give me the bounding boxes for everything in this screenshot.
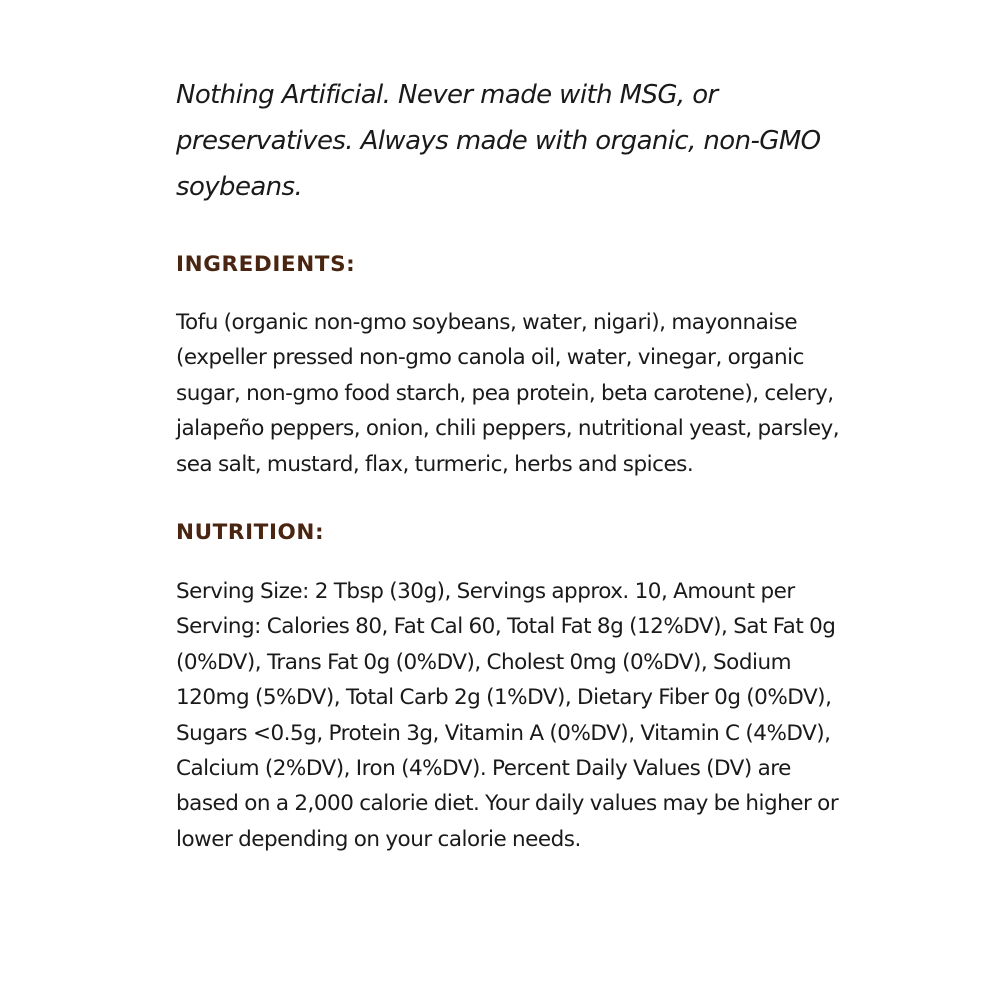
nutrition-text: Serving Size: 2 Tbsp (30g), Servings approx. 10, Amount per Serving: Calories 80, Fat Cal 60, Total Fat 8g (12%DV), Sat Fat 0g (0%DV), Trans Fat 0g (0%DV), Cholest 0mg (0%DV), Sodium 120mg (5%DV), Total Carb 2g (1%DV), Dietary Fiber 0g (0%DV), Sugars <0.5g, Protein 3g, Vitamin A (0%DV), Vitamin C (4%DV), Calcium (2%DV), Iron (4%DV). Percent Daily Values (DV) are based on a 2,000 calorie diet. Your daily values may be higher or lower depending on your calorie needs. xyxy=(176,579,839,852)
nutrition-heading: NUTRITION: xyxy=(176,520,325,546)
ingredients-text: Tofu (organic non-gmo soybeans, water, nigari), mayonnaise (expeller pressed non-gmo canola oil, water, vinegar, organic sugar, non-gmo food starch, pea protein, beta carotene), celery, jalapeño peppers, onion, chili peppers, nutritional yeast, parsley, sea salt, mustard, flax, turmeric, herbs and spices. xyxy=(176,310,840,477)
intro-statement: Nothing Artificial. Never made with MSG, or preservatives. Always made with organic, non-GMO soybeans. xyxy=(176,80,821,202)
ingredients-heading: INGREDIENTS: xyxy=(176,252,356,277)
product-details xyxy=(176,72,846,857)
